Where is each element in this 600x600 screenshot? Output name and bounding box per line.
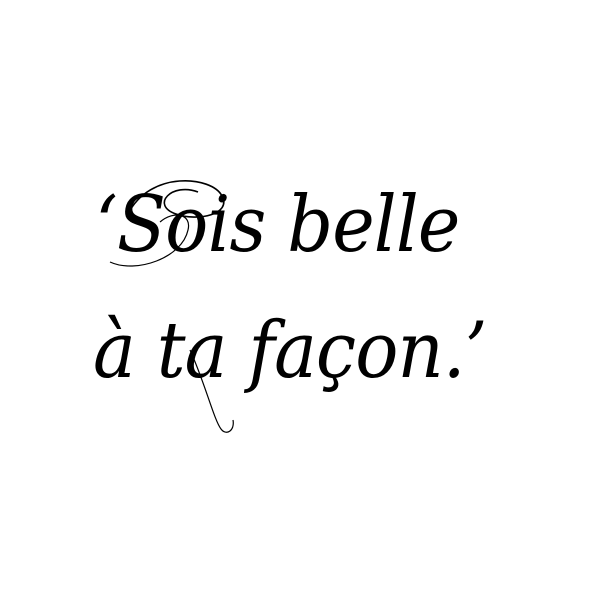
- quote-line-2: à ta façon.’: [93, 306, 487, 396]
- quote-line-1: ‘Sois belle: [95, 180, 460, 270]
